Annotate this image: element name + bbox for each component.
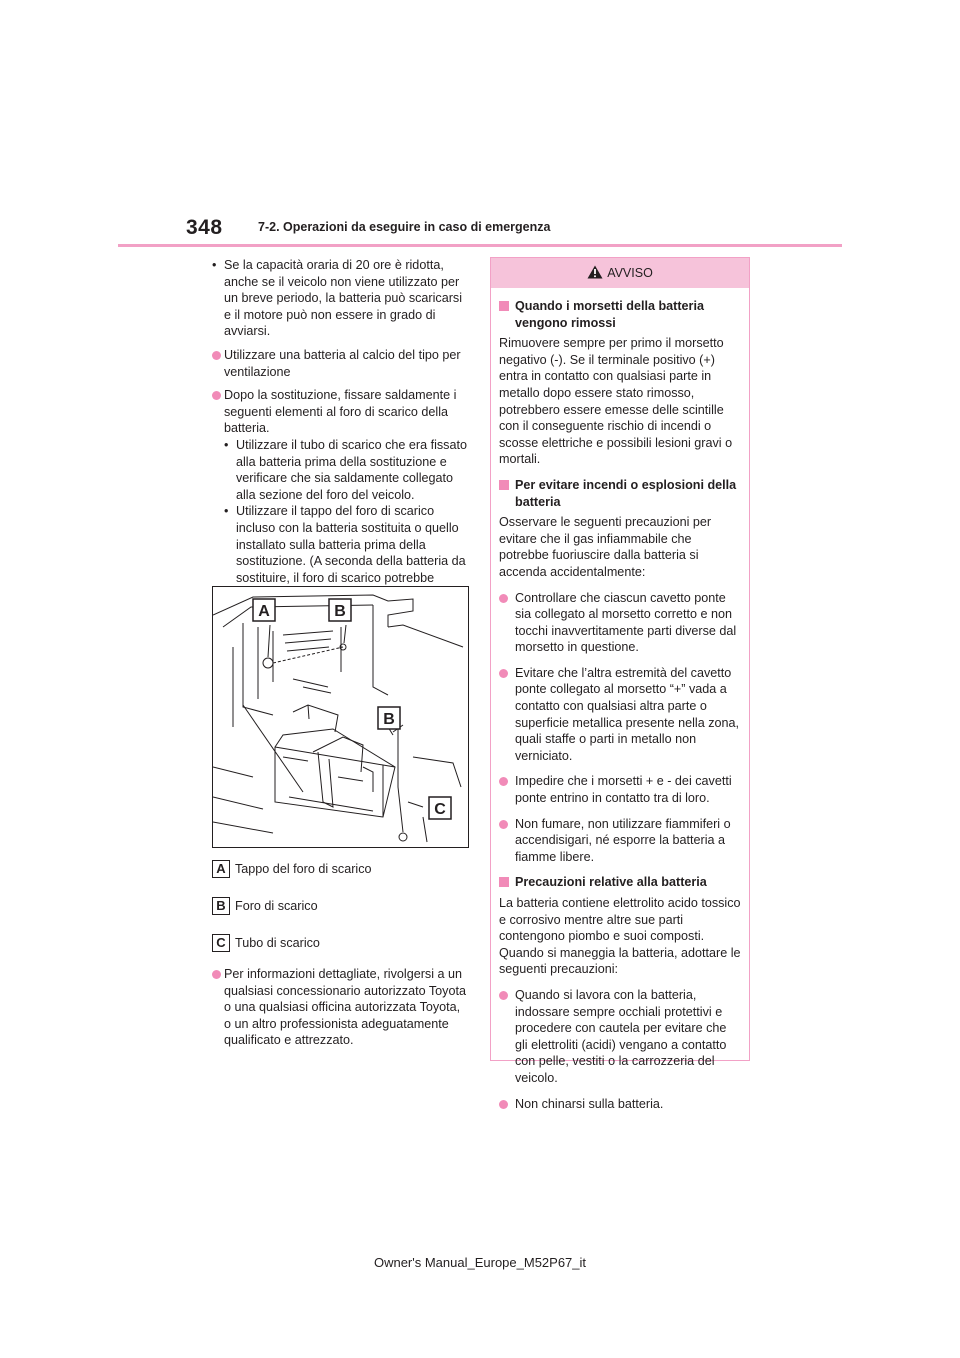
circle-bullet-icon	[499, 987, 508, 1005]
pink-square-icon	[499, 480, 509, 490]
warning-item: Controllare che ciascun cavetto ponte sia collegato al morsetto corretto e non tocchi inavvertitamente parti diverse dal morsetto in questione.	[499, 590, 741, 656]
section-title: 7-2. Operazioni da eseguire in caso di emergenza	[258, 220, 551, 234]
legend-tag: B	[212, 897, 230, 915]
legend-item-c	[212, 934, 472, 952]
sub-bullet	[224, 437, 470, 503]
legend-tag: A	[212, 860, 230, 878]
warning-heading: Quando i morsetti della batteria vengono rimossi	[499, 298, 741, 331]
warning-item: Quando si lavora con la batteria, indossare sempre occhiali protettivi e procedere con cautela per evitare che gli elettroliti (acidi) vengano a contatto con pelle, vestiti o la carrozzeria del veicolo.	[499, 987, 741, 1087]
warning-box	[490, 257, 750, 1111]
warning-body	[491, 288, 749, 1112]
circle-bullet-icon	[499, 665, 508, 683]
warning-triangle-icon	[587, 265, 603, 279]
dash-bullet-icon: •	[224, 504, 229, 519]
callout-b-second: B	[383, 711, 395, 728]
sub-bullet-text: Utilizzare il tubo di scarico che era fissato alla batteria prima della sostituzione e verificare che sia saldamente collegato alla sezione del foro del veicolo.	[236, 437, 467, 502]
circle-bullet-icon	[499, 590, 508, 608]
warning-item: Impedire che i morsetti + e - dei cavetti ponte entrino in contatto tra di loro.	[499, 773, 741, 806]
callout-a: A	[258, 603, 270, 620]
warning-paragraph: Rimuovere sempre per primo il morsetto negativo (-). Se il terminale positivo (+) entra in contatto con qualsiasi parte in metallo dopo essere stato rimosso, potrebbero essere emesse delle scintille con il conseguente rischio di incendi o scosse elettriche e possibili lesioni gravi o mortali.	[499, 336, 733, 467]
list-item-text: Per informazioni dettagliate, rivolgersi a un qualsiasi concessionario autorizzato Toyota o una qualsiasi officina autorizzata Toyota, o un altro professionista adeguatamente qualificato e attrezzato.	[224, 967, 466, 1048]
final-item	[212, 966, 470, 1056]
circle-bullet-icon	[499, 1096, 508, 1114]
list-item	[212, 387, 470, 603]
sub-bullet-text: Utilizzare il tappo del foro di scarico incluso con la batteria sostituita o quello installato sulla batteria prima della sostituzione. (A seconda della batteria da sostituire, il foro di scarico potrebbe	[236, 504, 466, 585]
circle-bullet-icon	[212, 347, 221, 365]
intro-bullet-text: Se la capacità oraria di 20 ore è ridotta, anche se il veicolo non viene utilizzato per un breve periodo, la batteria può scaricarsi e il motore può non essere in grado di avviarsi.	[224, 258, 463, 339]
legend-item-a	[212, 860, 472, 878]
pink-square-icon	[499, 301, 509, 311]
warning-paragraph: La batteria contiene elettrolito acido tossico e corrosivo mentre altre sue parti contengono piombo e suoi composti. Quando si maneggia la batteria, adottare le seguenti precauzioni:	[499, 896, 741, 977]
warning-item: Non fumare, non utilizzare fiammiferi o accendisigari, né esporre la batteria a fiamme libere.	[499, 816, 741, 866]
circle-bullet-icon	[499, 773, 508, 791]
callout-b: B	[334, 603, 346, 620]
warning-title: AVVISO	[607, 266, 653, 280]
warning-paragraph: Osservare le seguenti precauzioni per evitare che il gas infiammabile che potrebbe fuoriuscire dalla batteria si accenda accidentalmente:	[499, 515, 712, 579]
list-item-text: Utilizzare una batteria al calcio del tipo per ventilazione	[224, 347, 461, 379]
legend-text: Foro di scarico	[235, 899, 318, 913]
circle-bullet-icon	[499, 816, 508, 834]
legend-text: Tubo di scarico	[235, 936, 320, 950]
header-divider	[118, 244, 842, 247]
circle-bullet-icon	[212, 966, 221, 984]
list-item	[212, 966, 470, 1049]
warning-item: Non chinarsi sulla batteria.	[499, 1096, 741, 1113]
legend-tag: C	[212, 934, 230, 952]
left-column	[212, 257, 470, 603]
dash-bullet-icon: •	[224, 437, 229, 452]
pink-square-icon	[499, 877, 509, 887]
legend-text: Tappo del foro di scarico	[235, 862, 372, 876]
footer-text: Owner's Manual_Europe_M52P67_it	[373, 1255, 587, 1270]
dash-bullet-icon: •	[212, 258, 217, 272]
callout-c: C	[434, 801, 446, 818]
legend-item-b	[212, 897, 472, 915]
warning-header	[491, 258, 749, 288]
warning-heading: Per evitare incendi o esplosioni della batteria	[499, 477, 741, 510]
warning-item: Evitare che l’altra estremità del cavetto ponte collegato al morsetto “+” vada a contatto con qualsiasi altra parte o superficie metallica presente nella zona, quali staffe o parti in metallo non verniciato.	[499, 665, 741, 765]
list-item	[212, 347, 470, 380]
intro-bullet	[212, 257, 470, 340]
battery-illustration	[212, 586, 469, 848]
list-item-text: Dopo la sostituzione, fissare saldamente i seguenti elementi al foro di scarico della batteria.	[224, 388, 457, 436]
page-number: 348	[186, 216, 223, 239]
circle-bullet-icon	[212, 387, 221, 405]
warning-heading: Precauzioni relative alla batteria	[499, 874, 741, 891]
